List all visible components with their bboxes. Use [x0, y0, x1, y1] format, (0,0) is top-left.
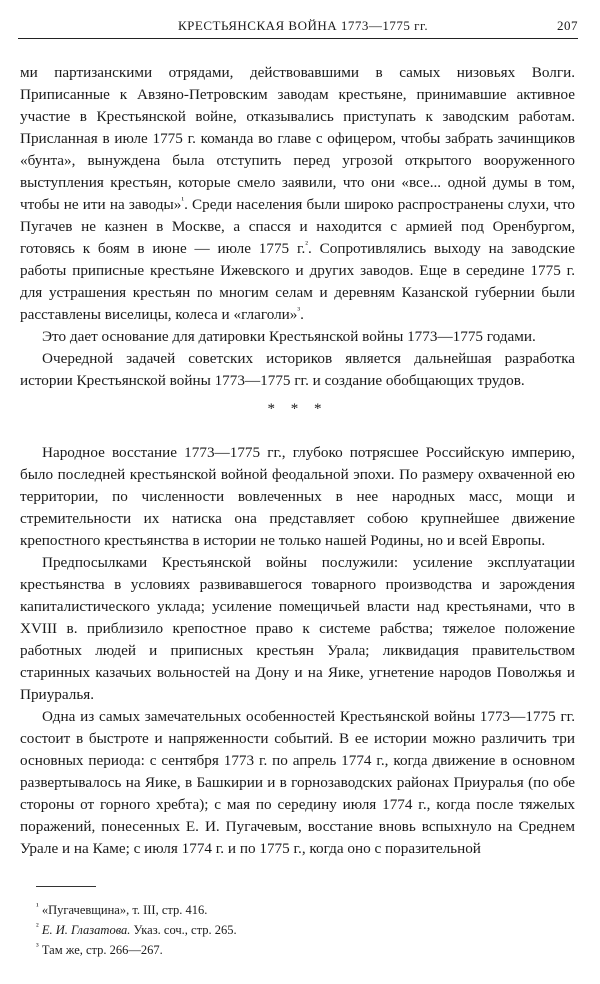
text-segment: .	[300, 306, 304, 323]
footnote-ref: ¹	[181, 194, 185, 205]
paragraph: Это дает основание для датировки Крестьянской войны 1773—1775 годами.	[42, 328, 536, 345]
paragraph: Одна из самых замечательных особенностей Крестьянской войны 1773—1775 гг. состоит в быстроте и напряженности событий. В ее истории можно различить три основных периода: с сентября 1773 г. по апрель 1774 г., когда движение в основном развертывалось на Яике, в Башкирии и в горнозаводских районах Приуралья (по обе стороны от горного хребта); с мая по середину июля 1774 г., когда после тяжелых поражений, понесенных Е. И. Пугачевым, восстание вновь вспыхнуло на Среднем Урале и на Каме; с июля 1774 г. и по 1775 г., когда оно с поразительной	[20, 708, 575, 857]
body-text	[20, 62, 575, 860]
footnote-divider	[36, 886, 96, 887]
footnote-mark: ¹	[36, 900, 39, 911]
footnote-text: «Пугачевщина», т. III, стр. 416.	[41, 903, 208, 917]
running-header	[18, 14, 578, 39]
running-title: КРЕСТЬЯНСКАЯ ВОЙНА 1773—1775 гг.	[178, 18, 429, 33]
footnotes	[36, 900, 576, 960]
footnote-mark: ³	[36, 940, 39, 951]
text-segment: . Сопротивлялись выходу на заводские работы приписные крестьяне Ижевского и других заводов. Еще в середине 1775 г. для устрашения крестьян по многим селам и деревням Казанской губернии были расставлены виселицы, колеса и «глаголи»	[20, 240, 575, 323]
paragraph: Предпосылками Крестьянской войны послужили: усиление эксплуатации крестьянства в условиях развивавшегося товарного производства и зарождения капиталистического уклада; усиление помещичьей власти над крестьянами, что в XVIII в. приблизило крепостное право к системе рабства; тяжелое положение работных людей и приписных крестьян Урала; ликвидация правительством старинных казачьих вольностей на Дону и на Яике, угнетение народов Поволжья и Приуралья.	[20, 554, 575, 703]
paragraph: Очередной задачей советских историков является дальнейшая разработка истории Крестьянской войны 1773—1775 гг. и создание обобщающих трудов.	[20, 350, 575, 389]
footnote-ref: ³	[297, 304, 301, 315]
paragraph: Народное восстание 1773—1775 гг., глубоко потрясшее Российскую империю, было последней крестьянской войной феодальной эпохи. По размеру охваченной ею территории, по численности вовлеченных в нее народных масс, мощи и стремительности их натиска она представляет собою крупнейшее движение крепостного крестьянства в истории не только нашей Родины, но и всей Европы.	[20, 444, 575, 549]
footnote-text: Там же, стр. 266—267.	[41, 943, 163, 957]
footnote	[36, 900, 576, 920]
section-asterism: * * *	[267, 401, 328, 417]
footnote	[36, 920, 576, 940]
footnote-ref: ²	[305, 238, 308, 249]
footnote-mark: ²	[36, 920, 39, 931]
paragraph	[20, 62, 575, 326]
text-segment: . Среди населения были широко распространены слухи, что Пугачев не казнен в Москве, а спасся и находится с армией под Оренбургом, готовясь к боям в июне — июле 1775 г.	[20, 196, 575, 257]
page-number: 207	[557, 18, 578, 33]
footnote-text: Указ. соч., стр. 265.	[133, 923, 237, 937]
footnote-author: Е. И. Глазатова.	[41, 923, 131, 937]
text-segment: ми партизанскими отрядами, действовавшими в самых низовьях Волги. Приписанные к Авзяно-Петровским заводам крестьяне, принимавшие активное участие в Крестьянской войне, отказывались приступать к заводским работам. Присланная в июле 1775 г. команда во главе с офицером, чтобы забрать зачинщиков «бунта», вынуждена была отступить перед угрозой открытого вооруженного выступления крестьян, которые смело заявили, что они «все... одной думы в том, чтобы не ити на заводы»	[20, 64, 575, 213]
footnote	[36, 940, 576, 960]
